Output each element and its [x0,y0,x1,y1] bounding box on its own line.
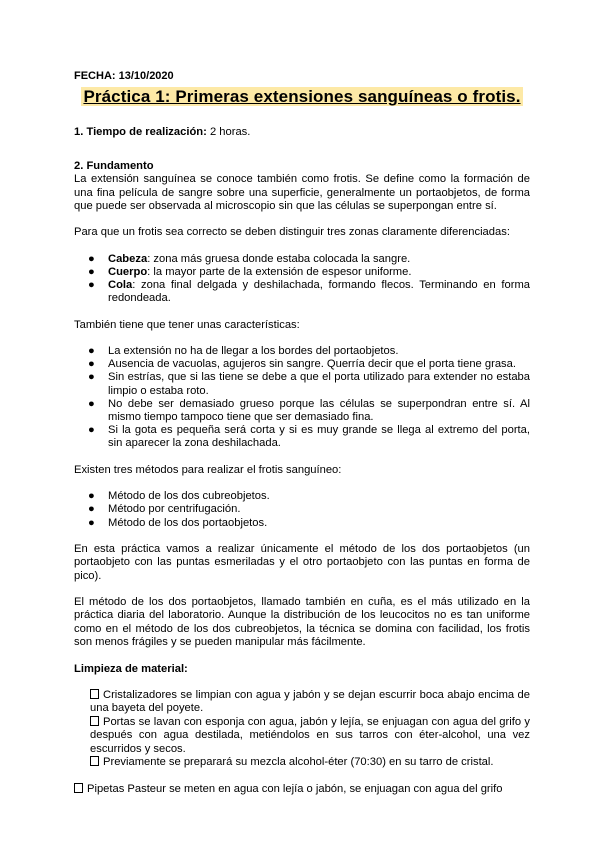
date: FECHA: 13/10/2020 [74,70,174,82]
bullet-icon: ● [88,490,95,503]
caract-text: Sin estrías, que si las tiene se debe a que el porta utilizado para extender no estaba limpio o estaba roto. [108,371,530,397]
limpieza-heading: Limpieza de material: [74,662,188,675]
bullet-icon: ● [88,424,95,437]
list-item [74,490,530,503]
page-title-text: Práctica 1: Primeras extensiones sanguíneas o frotis. [83,87,521,107]
list-item [74,503,530,516]
limpieza-text: Cristalizadores se limpian con agua y jabón y se dejan escurrir boca abajo encima de una bayeta del poyete. [90,688,530,715]
zona-term: Cola [108,279,133,292]
zona-text: : zona final delgada y deshilachada, formando flecos. Terminando en forma redondeada. [108,279,530,305]
caract-text: No debe ser demasiado grueso porque las células se superpondran entre sí. Al mismo tiempo tampoco tiene que ser demasiado fina. [108,397,530,424]
list-item [74,358,530,371]
list-item [74,266,530,279]
limpieza-text: Previamente se preparará su mezcla alcohol-éter (70:30) en su tarro de cristal. [103,755,494,768]
list-item [74,424,530,450]
metodo-text: Método de los dos portaobjetos. [108,516,268,529]
caract-text: Ausencia de vacuolas, agujeros sin sangre. Querría decir que el porta tiene grasa. [108,358,516,371]
limpieza-text: Portas se lavan con esponja con agua, jabón y lejía, se enjuagan con agua del grifo y después con agua destilada, metiéndolos en sus tarros con éter-alcohol, una vez escurridos y secos. [90,715,530,755]
zonas-list [74,253,530,306]
metodos-list [74,490,530,530]
list-item [74,398,530,424]
limpieza-text: Pipetas Pasteur se meten en agua con lejía o jabón, se enjuagan con agua del grifo [87,783,503,796]
checkbox-icon [90,689,99,699]
checkbox-icon [74,783,83,793]
zona-term: Cabeza [108,252,148,265]
list-item [74,783,530,796]
zona-term: Cuerpo [108,266,148,279]
limpieza-list [74,689,530,769]
list-item [74,517,530,530]
list-item [74,253,530,266]
fundamento-intro: La extensión sanguínea se conoce también como frotis. Se define como la formación de una fina película de sangre sobre una superficie, generalmente un portaobjetos, de forma que puede ser observada al microscopio sin que las células se superpongan entre sí. [74,173,530,213]
caract-intro: También tiene que tener unas características: [74,318,300,331]
checkbox-icon [90,716,99,726]
tiempo-line [74,126,530,139]
tiempo-label: 1. Tiempo de realización: [74,126,207,139]
checkbox-icon [90,756,99,766]
zona-text: : la mayor parte de la extensión de espesor uniforme. [147,266,412,279]
list-item [90,756,530,769]
page-title [74,87,530,107]
bullet-icon: ● [88,397,95,410]
bullet-icon: ● [88,503,95,516]
list-item [74,279,530,305]
bullet-icon: ● [88,358,95,371]
caract-text: Si la gota es pequeña será corta y si es muy grande se llega al extremo del porta, sin aparecer la zona deshilachada. [108,424,530,450]
zonas-intro: Para que un frotis sea correcto se deben distinguir tres zonas claramente diferenciadas: [74,226,510,239]
bullet-icon: ● [88,345,95,358]
fundamento-heading: 2. Fundamento [74,159,154,172]
zona-text: : zona más gruesa donde estaba colocada la sangre. [147,252,411,265]
bullet-icon: ● [88,279,95,292]
tiempo-value: 2 horas. [209,126,251,139]
list-item [90,716,530,756]
metodos-intro: Existen tres métodos para realizar el frotis sanguíneo: [74,463,342,476]
metodo-text: Método de los dos cubreobjetos. [108,490,270,503]
list-item [90,689,530,716]
list-item [74,345,530,358]
list-item [74,371,530,397]
bullet-icon: ● [88,266,95,279]
cuna-paragraph: El método de los dos portaobjetos, llamado también en cuña, es el más utilizado en la práctica diaria del laboratorio. Aunque la distribución de los leucocitos no es tan uniforme como en el método de los dos cubreobjetos, la técnica se domina con facilidad, los frotis son menos frágiles y se pueden manipular más fácilmente. [74,595,530,649]
bullet-icon: ● [88,252,95,265]
document-page [74,70,530,797]
caract-list [74,345,530,451]
metodo-text: Método por centrifugación. [108,503,241,516]
bullet-icon: ● [88,371,95,384]
bullet-icon: ● [88,516,95,529]
practica-paragraph: En esta práctica vamos a realizar únicamente el método de los dos portaobjetos (un portaobjeto con las puntas esmeriladas y el otro portaobjeto con las puntas en forma de pico). [74,542,530,582]
caract-text: La extensión no ha de llegar a los bordes del portaobjetos. [108,345,399,358]
